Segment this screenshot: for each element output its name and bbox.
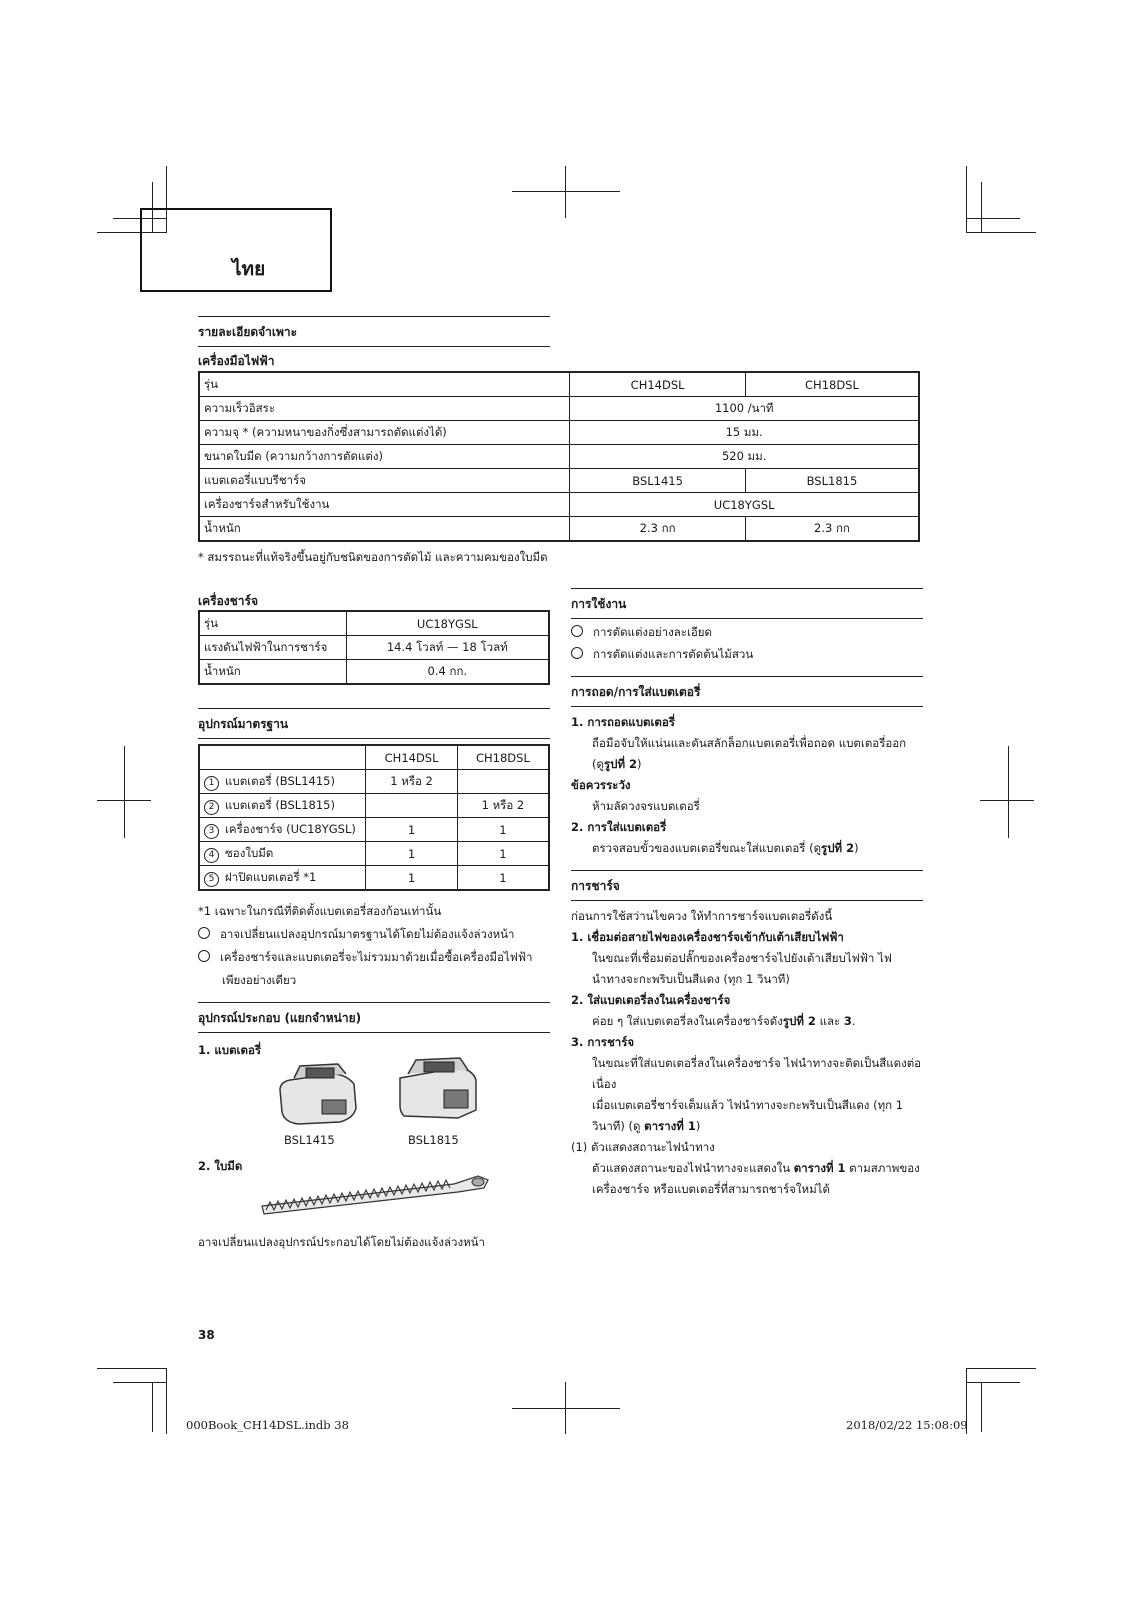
standard-note-3-cont: เพียงอย่างเดียว [222, 973, 297, 987]
optional-note: อาจเปลี่ยนแปลงอุปกรณ์ประกอบได้โดยไม่ต้องแจ้งล่วงหน้า [198, 1235, 485, 1249]
row-label: แบตเตอรี่แบบรีชาร์จ [199, 469, 570, 493]
cell-ch18: 2.3 กก [745, 517, 919, 542]
cell-ch14: 1 [366, 866, 458, 891]
cell-ch14: CH14DSL [570, 372, 746, 397]
item-number: 3 [204, 824, 219, 839]
item-number: 5 [204, 872, 219, 887]
footer-file: 000Book_CH14DSL.indb 38 [186, 1418, 349, 1432]
charging-intro: ก่อนการใช้สว่านไขควง ให้ทำการชาร์จแบตเตอรี่ดังนี้ [571, 909, 833, 923]
cell-merged: 520 มม. [570, 445, 919, 469]
row-label: แรงดันไฟฟ้าในการชาร์จ [199, 636, 346, 660]
row-label: เครื่องชาร์จสำหรับใช้งาน [199, 493, 570, 517]
charging-step-2-title: 2. ใส่แบตเตอรี่ลงในเครื่องชาร์จ [571, 993, 731, 1007]
row-label: รุ่น [199, 611, 346, 636]
item-number: 2 [204, 800, 219, 815]
table-row [199, 842, 549, 866]
table-row [199, 517, 919, 542]
charging-step-3-line-1: ในขณะที่ใส่แบตเตอรี่ลงในเครื่องชาร์จ ไฟนำทางจะติดเป็นสีแดงต่อ [592, 1056, 922, 1070]
optional-item-1: 1. แบตเตอรี่ [198, 1043, 262, 1057]
cell-ch18 [457, 770, 549, 794]
cell-ch14: 1 หรือ 2 [366, 770, 458, 794]
table-row [199, 611, 549, 636]
head-ch14: CH14DSL [366, 745, 458, 770]
head-ch18: CH18DSL [457, 745, 549, 770]
optional-title: อุปกรณ์ประกอบ (แยกจำหน่าย) [198, 1002, 550, 1033]
charging-step-3-line-4: วินาที) (ดู ตารางที่ 1) [592, 1119, 701, 1133]
standard-note-1: *1 เฉพาะในกรณีที่ติดตั้งแบตเตอรี่สองก้อนเท่านั้น [198, 904, 442, 918]
cell-ch14 [366, 794, 458, 818]
bullet-icon [198, 927, 210, 939]
item-number: 4 [204, 848, 219, 863]
table-row [199, 445, 919, 469]
pilot-lamp-line-2: เครื่องชาร์จ หรือแบตเตอรี่ที่สามารถชาร์จใหม่ได้ [592, 1182, 830, 1196]
battery-step-2-text: ตรวจสอบขั้วของแบตเตอรี่ขณะใส่แบตเตอรี่ (ดูรูปที่ 2) [592, 841, 859, 855]
cell-ch14: 2.3 กก [570, 517, 746, 542]
page-number: 38 [198, 1328, 215, 1342]
charging-step-3-title: 3. การชาร์จ [571, 1035, 635, 1049]
table-row [199, 469, 919, 493]
item-label: เครื่องชาร์จ (UC18YGSL) [225, 821, 356, 836]
charger-spec-table [198, 610, 550, 685]
cell-ch14: 1 [366, 842, 458, 866]
charger-title: เครื่องชาร์จ [198, 594, 258, 608]
table-row [199, 794, 549, 818]
caution-text: ห้ามลัดวงจรแบตเตอรี่ [592, 799, 700, 813]
cell-merged: 1100 /นาที [570, 397, 919, 421]
blade-image [258, 1170, 492, 1218]
battery-title: การถอด/การใส่แบตเตอรี่ [571, 676, 923, 707]
table-row [199, 770, 549, 794]
row-value: 14.4 โวลท์ — 18 โวลท์ [346, 636, 549, 660]
row-value: 0.4 กก. [346, 660, 549, 685]
cell-ch18: BSL1815 [745, 469, 919, 493]
usage-item: การตัดแต่งอย่างละเอียด [571, 622, 712, 642]
caution-title: ข้อควรระวัง [571, 778, 631, 792]
battery-step-1-line-1: ถือมือจับให้แน่นและดันสลักล็อกแบตเตอรี่เพื่อถอด แบตเตอรี่ออก [592, 736, 907, 750]
row-label: น้ำหนัก [199, 660, 346, 685]
row-label: ความเร็วอิสระ [199, 397, 570, 421]
charging-step-1-line-2: นำทางจะกะพริบเป็นสีแดง (ทุก 1 วินาที) [592, 972, 790, 986]
battery-label-1: BSL1415 [284, 1133, 335, 1147]
spec-title: รายละเอียดจำเพาะ [198, 316, 550, 347]
cell-merged: 15 มม. [570, 421, 919, 445]
bullet-icon [571, 625, 583, 637]
row-label: รุ่น [199, 372, 570, 397]
language-label: ไทย [232, 258, 266, 280]
table-row [199, 493, 919, 517]
usage-item: การตัดแต่งและการตัดต้นไม้สวน [571, 644, 753, 664]
charging-step-3-line-3: เมื่อแบตเตอรี่ชาร์จเต็มแล้ว ไฟนำทางจะกะพริบเป็นสีแดง (ทุก 1 [592, 1098, 904, 1112]
charging-title: การชาร์จ [571, 870, 923, 901]
footer-date: 2018/02/22 15:08:09 [846, 1418, 968, 1432]
row-label: ขนาดใบมีด (ความกว้างการตัดแต่ง) [199, 445, 570, 469]
table-row [199, 397, 919, 421]
tool-spec-table [198, 371, 920, 542]
cell-ch18: CH18DSL [745, 372, 919, 397]
charging-step-1-title: 1. เชื่อมต่อสายไฟของเครื่องชาร์จเข้ากับเต้าเสียบไฟฟ้า [571, 930, 844, 944]
table-row [199, 866, 549, 891]
table-row [199, 745, 549, 770]
table-row [199, 636, 549, 660]
table-row [199, 660, 549, 685]
cell-ch14: 1 [366, 818, 458, 842]
cell-ch14: BSL1415 [570, 469, 746, 493]
cell-ch18: 1 [457, 818, 549, 842]
table-row [199, 818, 549, 842]
standard-note-2: อาจเปลี่ยนแปลงอุปกรณ์มาตรฐานได้โดยไม่ต้องแจ้งล่วงหน้า [198, 924, 515, 944]
row-value: UC18YGSL [346, 611, 549, 636]
bullet-icon [571, 647, 583, 659]
row-label: น้ำหนัก [199, 517, 570, 542]
charging-step-1-line-1: ในขณะที่เชื่อมต่อปลั๊กของเครื่องชาร์จไปยังเต้าเสียบไฟฟ้า ไฟ [592, 951, 892, 965]
tool-note: * สมรรถนะที่แท้จริงขึ้นอยู่กับชนิดของการตัดไม้ และความคมของใบมีด [198, 550, 548, 564]
tool-title: เครื่องมือไฟฟ้า [198, 354, 275, 368]
item-label: ซองใบมีด [225, 845, 274, 860]
cell-ch18: 1 หรือ 2 [457, 794, 549, 818]
standard-title: อุปกรณ์มาตรฐาน [198, 708, 550, 739]
usage-title: การใช้งาน [571, 588, 923, 619]
optional-item-2: 2. ใบมีด [198, 1159, 243, 1173]
cell-ch18: 1 [457, 866, 549, 891]
item-label: แบตเตอรี่ (BSL1415) [225, 773, 335, 788]
pilot-lamp-line-1: ตัวแสดงสถานะของไฟนำทางจะแสดงใน ตารางที่ 1 ตามสภาพของ [592, 1161, 920, 1175]
charging-step-2-text: ค่อย ๆ ใส่แบตเตอรี่ลงในเครื่องชาร์จดังรูปที่ 2 และ 3. [592, 1014, 856, 1028]
item-number: 1 [204, 776, 219, 791]
cell-merged: UC18YGSL [570, 493, 919, 517]
battery-bsl1415-image [276, 1060, 360, 1128]
standard-note-3: เครื่องชาร์จและแบตเตอรี่จะไม่รวมมาด้วยเมื่อซื้อเครื่องมือไฟฟ้า [198, 947, 532, 967]
charging-step-3-line-2: เนื่อง [592, 1077, 617, 1091]
battery-label-2: BSL1815 [408, 1133, 459, 1147]
battery-step-1-line-2: (ดูรูปที่ 2) [592, 757, 642, 771]
standard-table [198, 744, 550, 891]
cell-ch18: 1 [457, 842, 549, 866]
row-label: ความจุ * (ความหนาของกิ่งซึ่งสามารถตัดแต่งได้) [199, 421, 570, 445]
table-row [199, 372, 919, 397]
language-box [140, 208, 332, 292]
bullet-icon [198, 950, 210, 962]
pilot-lamp-title: (1) ตัวแสดงสถานะไฟนำทาง [571, 1140, 715, 1154]
table-row [199, 421, 919, 445]
battery-step-2-title: 2. การใส่แบตเตอรี่ [571, 820, 667, 834]
battery-bsl1815-image [396, 1054, 482, 1122]
battery-step-1-title: 1. การถอดแบตเตอรี่ [571, 715, 675, 729]
item-label: ฝาปิดแบตเตอรี่ *1 [225, 869, 317, 884]
item-label: แบตเตอรี่ (BSL1815) [225, 797, 335, 812]
